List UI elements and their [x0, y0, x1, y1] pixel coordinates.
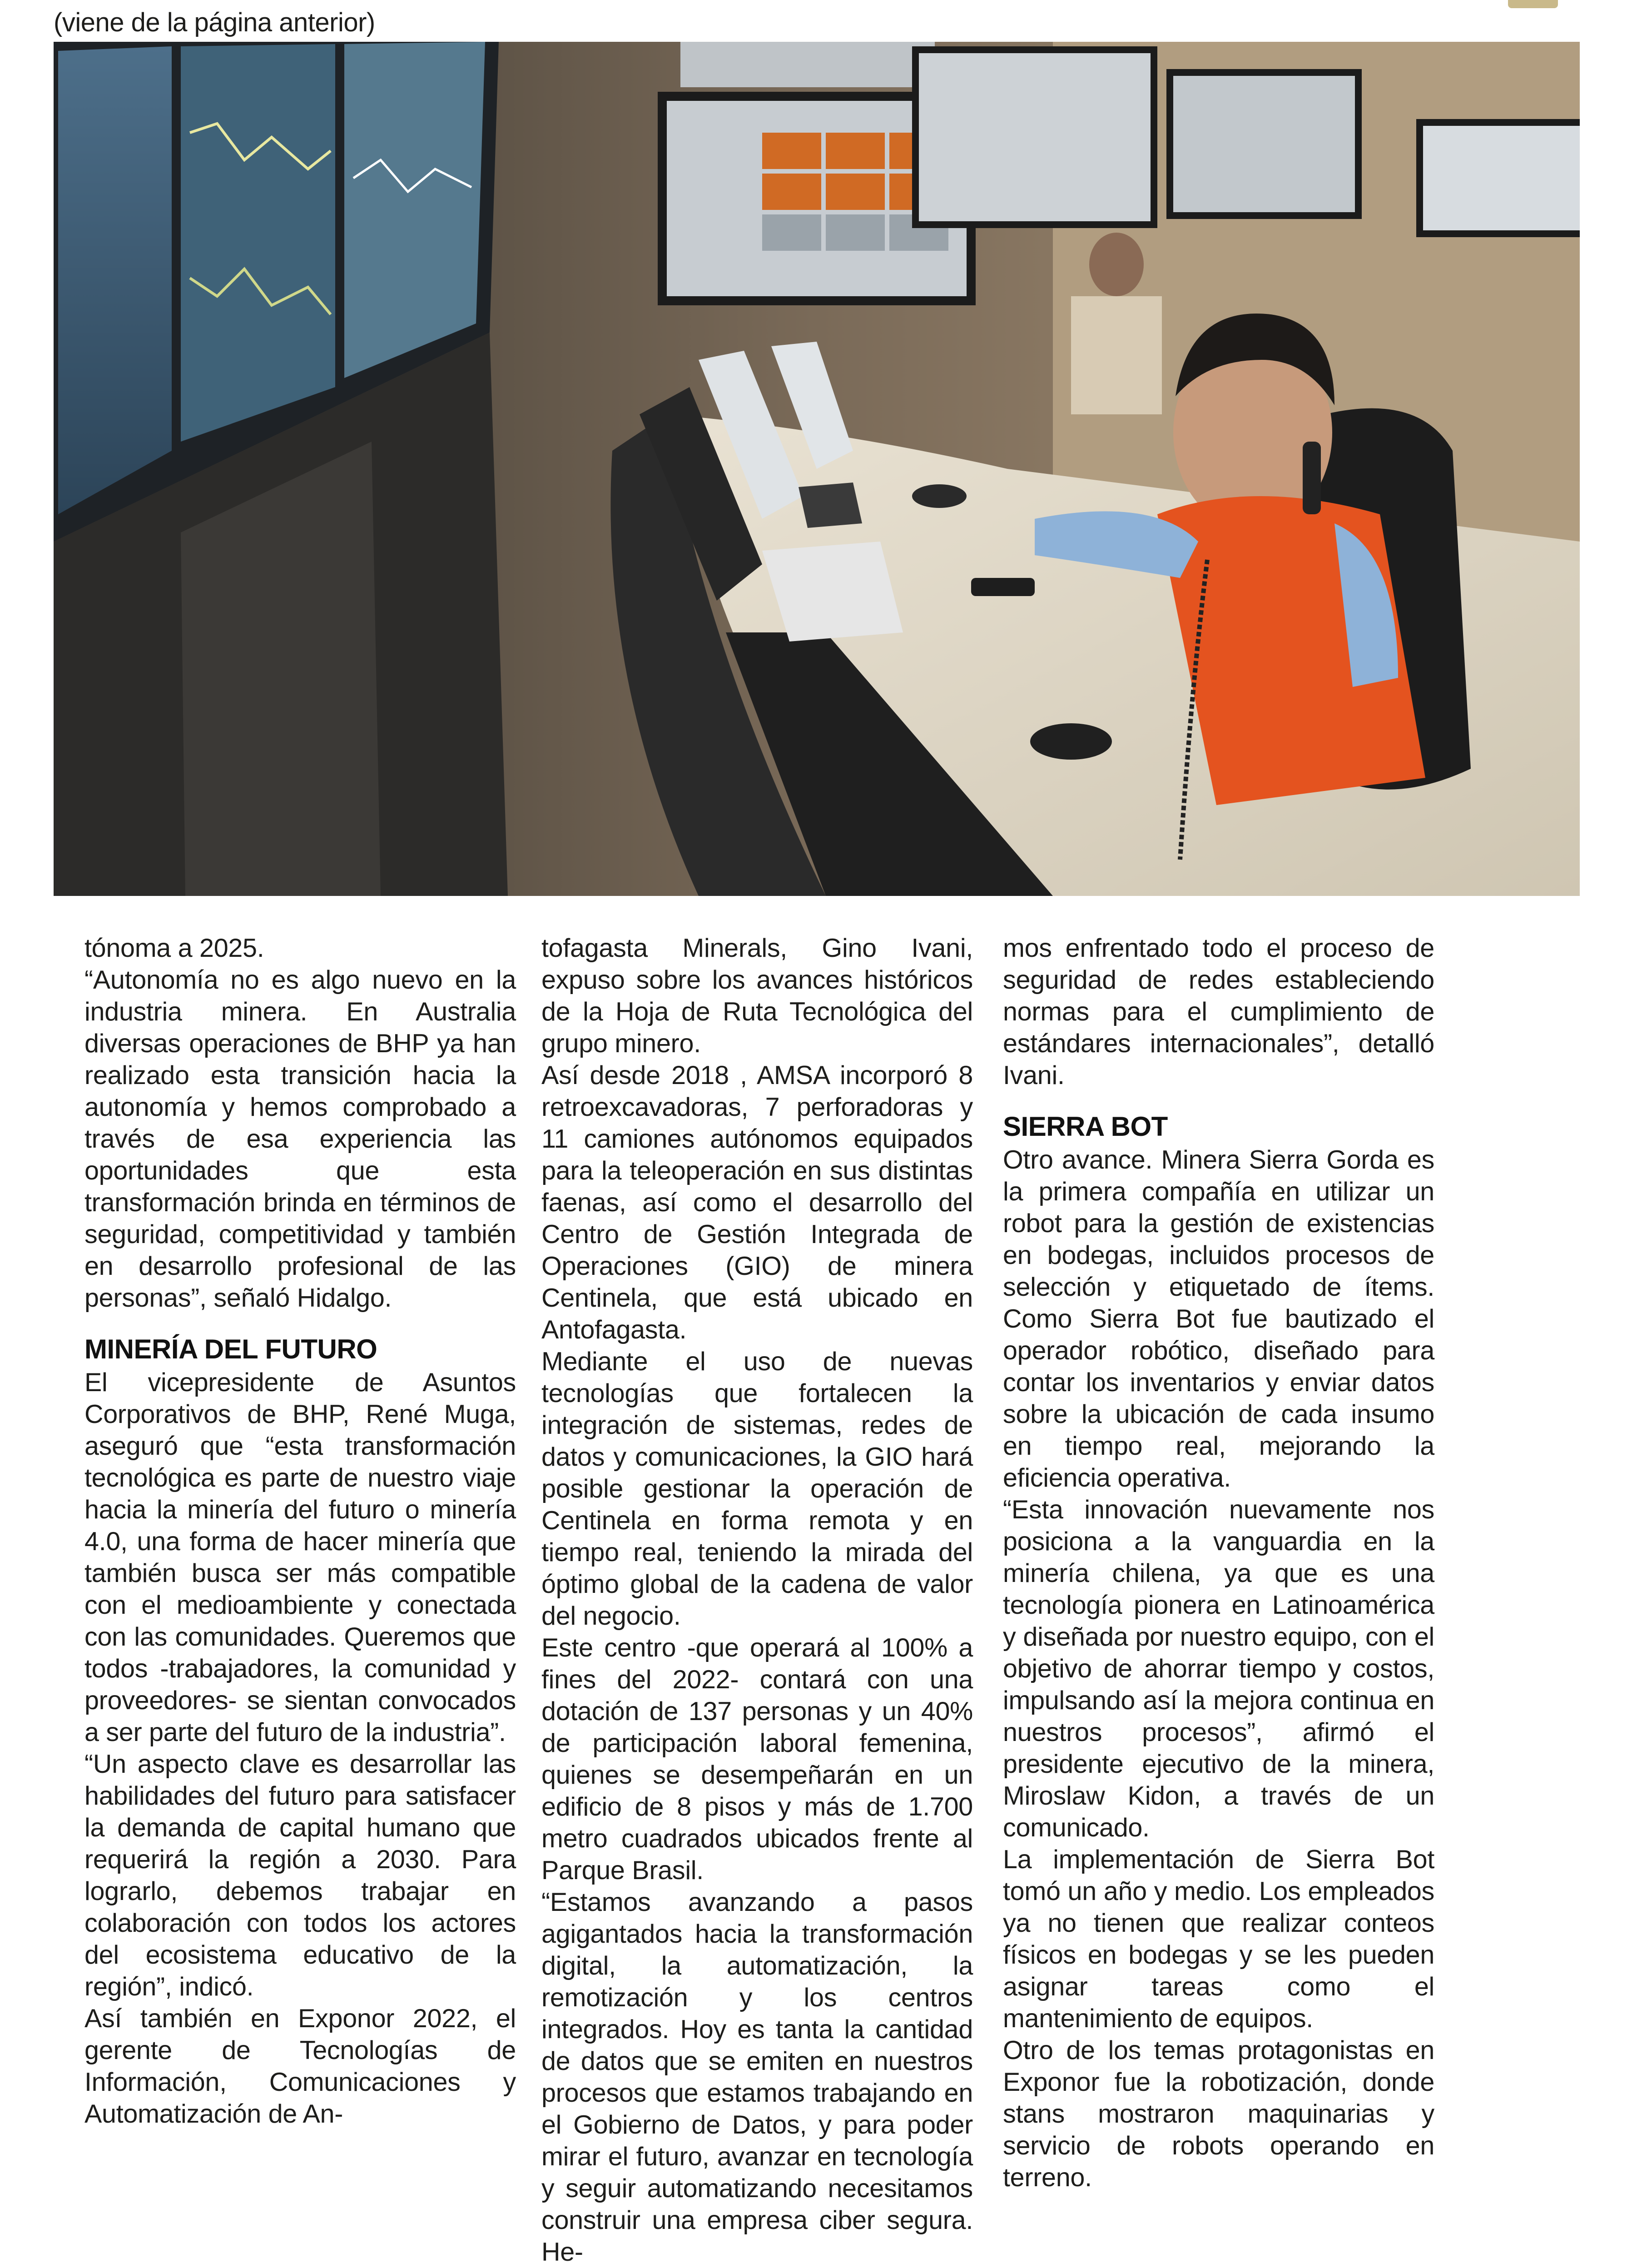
paragraph: “Esta innovación nuevamente nos posiciona a la vanguardia en la minería chilena, ya que es una tecnología pionera en Latinoamérica y diseñada por nuestro equipo, con el objetivo de ahorrar tiempo y costos, impulsando así la mejora continua en nuestros procesos”, afirmó el presidente ejecutivo de la minera, Miroslaw Kidon, a través de un comunicado. [1003, 1495, 1434, 1842]
paragraph: Así también en Exponor 2022, el gerente de Tecnologías de Información, Comunicaciones y Automatización de An- [84, 2004, 516, 2129]
paragraph: tónoma a 2025. [84, 934, 264, 963]
paragraph: Otro avance. Minera Sierra Gorda es la primera compañía en utilizar un robot para la gestión de existencias en bodegas, incluidos procesos de selección y etiquetado de ítems. Como Sierra Bot fue bautizado el operador robótico, diseñado para contar los inventarios y enviar datos sobre la ubicación de cada insumo en tiempo real, mejorando la eficiencia operativa. [1003, 1145, 1434, 1492]
paragraph: Mediante el uso de nuevas tecnologías que fortalecen la integración de sistemas, redes de datos y comunicaciones, la GIO hará posible gestionar la operación de Centinela en forma remota y en tiempo real, teniendo la mirada del óptimo global de la cadena de valor del negocio. [541, 1347, 973, 1631]
text-column-2 [541, 932, 973, 2268]
paragraph: Otro de los temas protagonistas en Exponor fue la robotización, donde stans mostraron maquinarias y servicio de robots operando en terreno. [1003, 2036, 1434, 2192]
text-column-3 [1003, 932, 1434, 2193]
control-room-photo [54, 42, 1580, 896]
continued-from-previous-page: (viene de la página anterior) [54, 8, 375, 37]
page-corner-mark [1508, 0, 1558, 8]
paragraph: “Un aspecto clave es desarrollar las habilidades del futuro para satisfacer la demanda de capital humano que requerirá la región a 2030. Para lograrlo, debemos trabajar en colaboración con todos los actores del ecosistema educativo de la región”, indicó. [84, 1750, 516, 2001]
paragraph: “Estamos avanzando a pasos agigantados hacia la transformación digital, la automatización, la remotización y los centros integrados. Hoy es tanta la cantidad de datos que se emiten en nuestros procesos que estamos trabajando en el Gobierno de Datos, y para poder mirar el futuro, avanzar en tecnología y seguir automatizando necesitamos construir una empresa ciber segura. He- [541, 1888, 973, 2267]
paragraph: La implementación de Sierra Bot tomó un año y medio. Los empleados ya no tienen que realizar conteos físicos en bodegas y se les pueden asignar tareas como el mantenimiento de equipos. [1003, 1845, 1434, 2033]
text-column-1 [84, 932, 516, 2130]
paragraph: mos enfrentado todo el proceso de seguridad de redes estableciendo normas para el cumplimiento de estándares internacionales”, detalló Ivani. [1003, 934, 1434, 1090]
paragraph: “Autonomía no es algo nuevo en la industria minera. En Australia diversas operaciones de BHP ya han realizado esta transición hacia la autonomía y hemos comprobado a través de esa experiencia las oportunidades que esta transformación brinda en términos de seguridad, competitividad y también en desarrollo profesional de las personas”, señaló Hidalgo. [84, 965, 516, 1313]
paragraph: tofagasta Minerals, Gino Ivani, expuso sobre los avances históricos de la Hoja de Ruta Tecnológica del grupo minero. [541, 934, 973, 1058]
paragraph: Este centro -que operará al 100% a fines del 2022- contará con una dotación de 137 personas y un 40% de participación laboral femenina, quienes se desempeñarán en un edificio de 8 pisos y más de 1.700 metro cuadrados ubicados frente al Parque Brasil. [541, 1633, 973, 1885]
paragraph: El vicepresidente de Asuntos Corporativos de BHP, René Muga, aseguró que “esta transformación tecnológica es parte de nuestro viaje hacia la minería del futuro o minería 4.0, una forma de hacer minería que también busca ser más compatible con el medioambiente y conectada con las comunidades. Queremos que todos -trabajadores, la comunidad y proveedores- se sientan convocados a ser parte del futuro de la industria”. [84, 1368, 516, 1747]
paragraph: Así desde 2018 , AMSA incorporó 8 retroexcavadoras, 7 perforadoras y 11 camiones autónomos equipados para la teleoperación en sus distintas faenas, así como el desarrollo del Centro de Gestión Integrada de Operaciones (GIO) de minera Centinela, que está ubicado en Antofagasta. [541, 1061, 973, 1344]
section-heading: MINERÍA DEL FUTURO [84, 1334, 377, 1364]
section-heading: SIERRA BOT [1003, 1111, 1168, 1142]
